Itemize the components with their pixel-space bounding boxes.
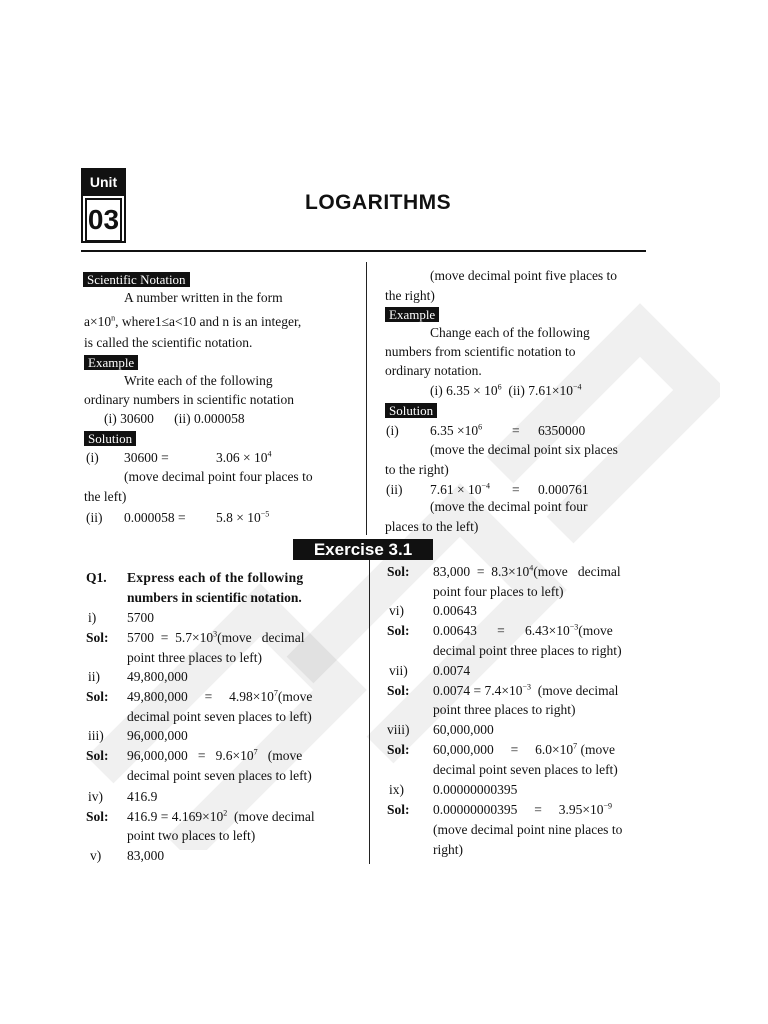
item-v-sol-line-2: point four places to left) bbox=[433, 584, 564, 599]
solution2-1-note-1: (move the decimal point six places bbox=[430, 442, 618, 457]
solution-tag: Solution bbox=[84, 431, 136, 446]
item-vii-number: vii) bbox=[389, 663, 408, 678]
column-divider-top bbox=[366, 262, 367, 535]
item-ii-sol-label: Sol: bbox=[86, 689, 109, 704]
item-ii-sol-line-1: 49,800,000 = $4.98\times 10^7(move$ bbox=[127, 688, 313, 704]
definition-line-1: A number written in the form bbox=[124, 290, 283, 305]
solution-1-note-1: (move decimal point four places to bbox=[124, 469, 313, 484]
unit-number: 03 bbox=[85, 198, 122, 242]
unit-label: Unit bbox=[83, 170, 124, 196]
item-viii-value: 60,000,000 bbox=[433, 722, 494, 737]
continued-note-2: the right) bbox=[385, 288, 435, 303]
item-v-value: 83,000 bbox=[127, 848, 165, 863]
item-viii-sol-line-1: 60,000,000 = $6.0\times 10^7$ (move bbox=[433, 741, 615, 757]
item-iii-number: iii) bbox=[88, 728, 104, 743]
definition-line-3: is called the scientific notation. bbox=[84, 335, 253, 350]
item-i-sol-label: Sol: bbox=[86, 630, 109, 645]
exercise-banner: Exercise 3.1 bbox=[293, 539, 433, 560]
solution2-2-num: (ii) bbox=[386, 482, 403, 497]
solution-1-note-2: the left) bbox=[84, 489, 127, 504]
item-vi-sol-line-1: 0.00643 = $6.43\times 10^{-3}(move$ bbox=[433, 622, 613, 638]
item-ix-sol-line-3: right) bbox=[433, 842, 463, 857]
item-iii-sol-line-1: $96,000,000 = 9.6\times 10^7$ (move bbox=[127, 747, 303, 763]
item-ix-sol-label: Sol: bbox=[387, 802, 410, 817]
solution2-1-lhs: $6.35 \times 10^6$ bbox=[430, 422, 483, 438]
item-vii-sol-line-1: $0.0074 = 7.4\times 10^{-3}$ (move decimal bbox=[433, 682, 619, 698]
column-divider-bottom bbox=[369, 558, 370, 864]
unit-badge bbox=[81, 168, 126, 243]
item-iii-sol-label: Sol: bbox=[86, 748, 109, 763]
header-rule bbox=[81, 250, 646, 252]
item-ii-value: 49,800,000 bbox=[127, 669, 188, 684]
definition-line-2: $a\times 10^n$, where1≤a<10 and n is an integer, bbox=[84, 313, 302, 329]
solution-tag-2: Solution bbox=[385, 403, 437, 418]
solution2-1-eq: = bbox=[512, 423, 520, 438]
solution2-2-rhs: 0.000761 bbox=[538, 482, 589, 497]
example-text-3: (i) 30600 (ii) 0.000058 bbox=[104, 411, 245, 426]
item-ix-sol-line-2: (move decimal point nine places to bbox=[433, 822, 623, 837]
item-i-sol-line-2: point three places to left) bbox=[127, 650, 262, 665]
item-v-sol-line-1: $83,000 = 8.3\times 10^4(move$ decimal bbox=[433, 563, 621, 579]
item-iv-sol-line-2: point two places to left) bbox=[127, 828, 256, 843]
solution-2-num: (ii) bbox=[86, 510, 103, 525]
question-text-2: numbers in scientific notation. bbox=[127, 590, 302, 605]
solution2-1-num: (i) bbox=[386, 423, 399, 438]
example-text-1: Write each of the following bbox=[124, 373, 273, 388]
item-i-number: i) bbox=[88, 610, 97, 625]
example2-text-3: ordinary notation. bbox=[385, 363, 482, 378]
example-tag: Example bbox=[84, 355, 138, 370]
item-ix-sol-line-1: 0.00000000395 = $3.95\times 10^{-9}$ bbox=[433, 801, 612, 817]
solution2-2-lhs: $7.61 \times 10^{-4}$ bbox=[430, 481, 491, 497]
item-viii-sol-line-2: decimal point seven places to left) bbox=[433, 762, 618, 777]
item-iv-number: iv) bbox=[88, 789, 103, 804]
item-vi-sol-line-2: decimal point three places to right) bbox=[433, 643, 622, 658]
example2-text-4: (i) $6.35 \times 10^6$ (ii) $7.61\times 10^{-4}$ bbox=[430, 382, 582, 398]
solution2-1-note-2: to the right) bbox=[385, 462, 449, 477]
item-iii-value: 96,000,000 bbox=[127, 728, 188, 743]
item-iv-sol-label: Sol: bbox=[86, 809, 109, 824]
item-v-number: v) bbox=[90, 848, 102, 863]
item-ix-number: ix) bbox=[389, 782, 404, 797]
solution-1-rhs: $3.06 \times 10^4$ bbox=[216, 449, 272, 465]
solution-2-rhs: $5.8 \times 10^{-5}$ bbox=[216, 509, 270, 525]
example-tag-2: Example bbox=[385, 307, 439, 322]
item-viii-sol-label: Sol: bbox=[387, 742, 410, 757]
item-vii-value: 0.0074 bbox=[433, 663, 471, 678]
item-v-sol-label: Sol: bbox=[387, 564, 410, 579]
page-title: LOGARITHMS bbox=[305, 191, 452, 214]
solution-1-lhs: 30600 = bbox=[124, 450, 169, 465]
item-viii-number: viii) bbox=[387, 722, 410, 737]
item-vii-sol-line-2: point three places to right) bbox=[433, 702, 576, 717]
item-ii-sol-line-2: decimal point seven places to left) bbox=[127, 709, 312, 724]
item-ix-value: 0.00000000395 bbox=[433, 782, 518, 797]
item-i-value: 5700 bbox=[127, 610, 154, 625]
item-vi-number: vi) bbox=[389, 603, 404, 618]
scientific-notation-heading: Scientific Notation bbox=[83, 272, 190, 287]
solution2-2-note-1: (move the decimal point four bbox=[430, 499, 588, 514]
question-number: Q1. bbox=[86, 570, 107, 585]
example-text-2: ordinary numbers in scientific notation bbox=[84, 392, 294, 407]
item-iii-sol-line-2: decimal point seven places to left) bbox=[127, 768, 312, 783]
solution-1-num: (i) bbox=[86, 450, 99, 465]
solution2-1-rhs: 6350000 bbox=[538, 423, 586, 438]
example2-text-1: Change each of the following bbox=[430, 325, 590, 340]
solution2-2-note-2: places to the left) bbox=[385, 519, 479, 534]
example2-text-2: numbers from scientific notation to bbox=[385, 344, 576, 359]
item-vii-sol-label: Sol: bbox=[387, 683, 410, 698]
item-vi-sol-label: Sol: bbox=[387, 623, 410, 638]
solution2-2-eq: = bbox=[512, 482, 520, 497]
continued-note-1: (move decimal point five places to bbox=[430, 268, 618, 283]
solution-2-lhs: 0.000058 = bbox=[124, 510, 186, 525]
item-ii-number: ii) bbox=[88, 669, 100, 684]
item-i-sol-line-1: $5700 = 5.7\times 10^3(move$ decimal bbox=[127, 629, 305, 645]
item-vi-value: 0.00643 bbox=[433, 603, 477, 618]
item-iv-sol-line-1: $416.9 = 4.169\times 10^2$ (move decimal bbox=[127, 808, 315, 824]
question-text-1: Express each of the following bbox=[127, 570, 304, 585]
item-iv-value: 416.9 bbox=[127, 789, 158, 804]
